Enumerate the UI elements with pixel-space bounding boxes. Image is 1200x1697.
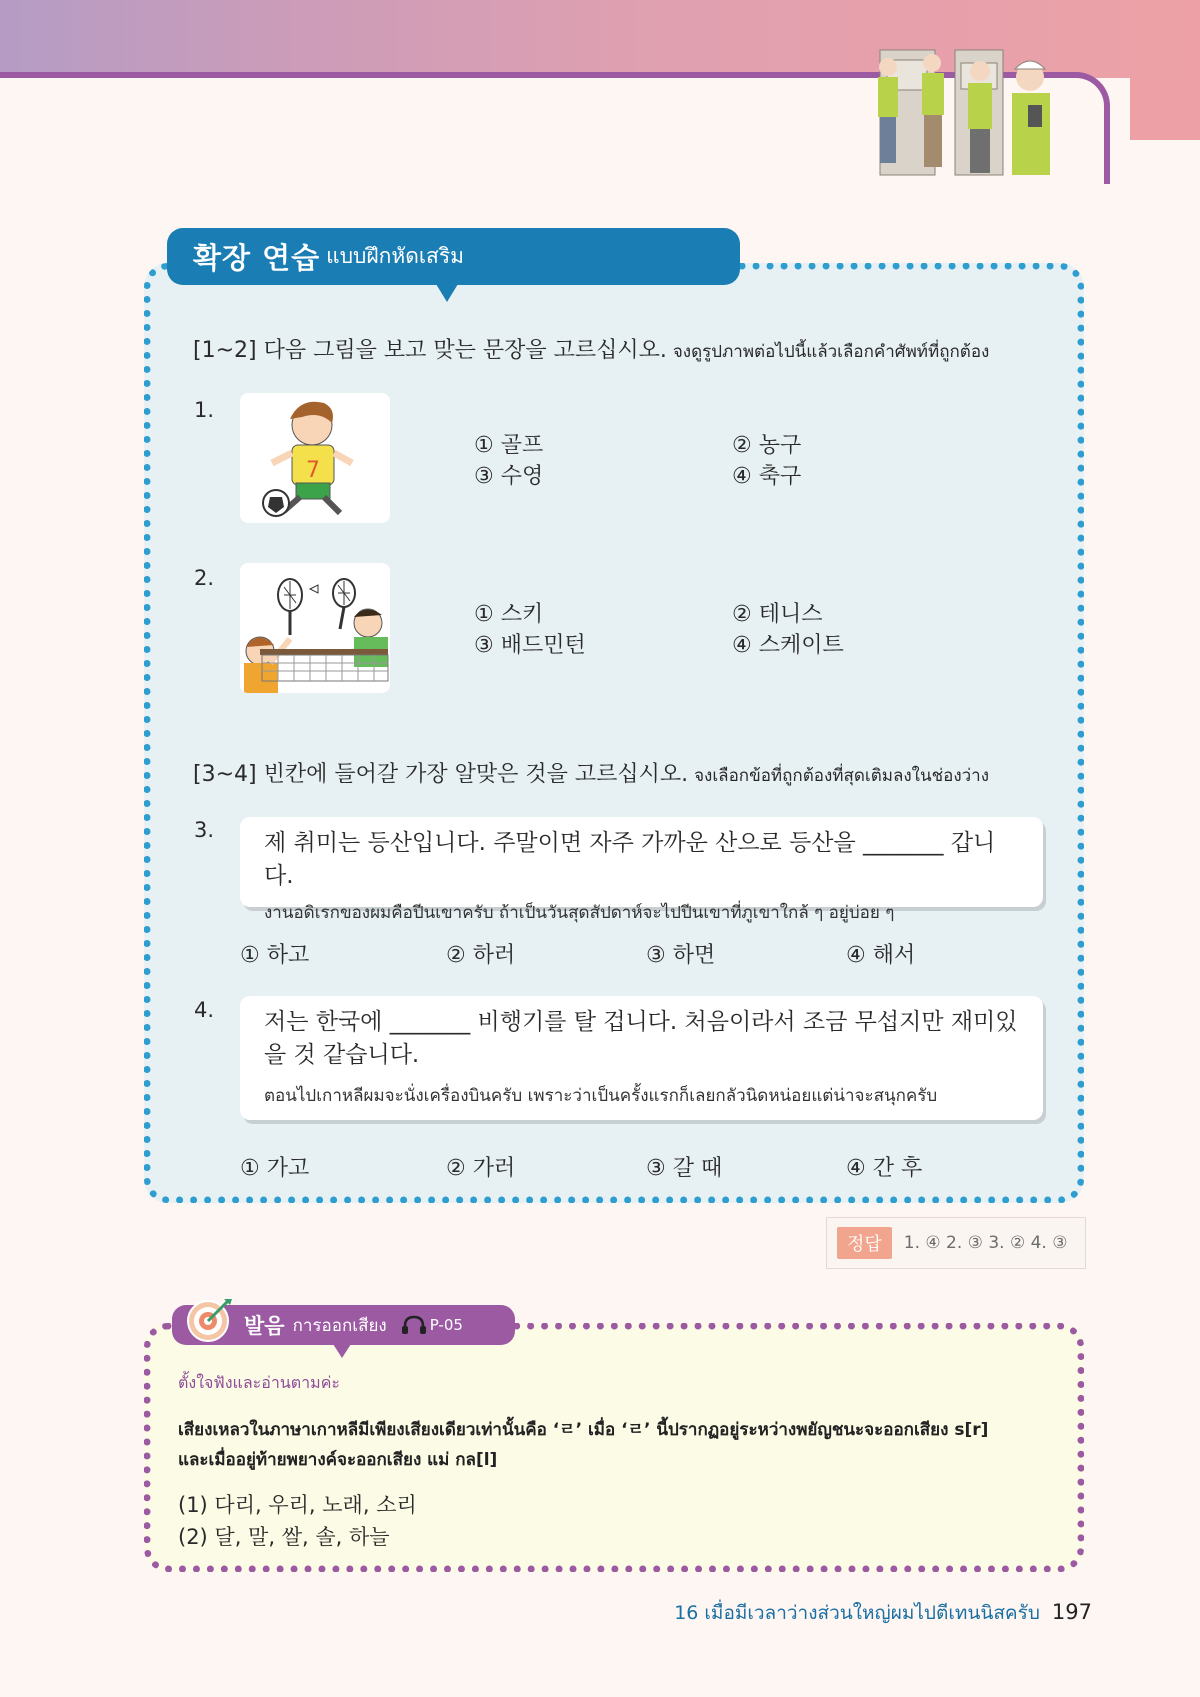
question-3-option-3[interactable]: ③ 하면 [646, 943, 716, 968]
svg-text:7: 7 [306, 458, 320, 483]
instruction-2-ko: [3~4] 빈칸에 들어갈 가장 알맞은 것을 고르십시오. [193, 762, 689, 787]
instruction-1-ko: [1~2] 다음 그림을 보고 맞는 문장을 고르십시오. [193, 338, 667, 363]
instruction-2 [193, 757, 989, 789]
pronunciation-title-th: การออกเสียง [292, 1315, 387, 1336]
target-icon [186, 1295, 234, 1343]
workers-at-machines-illustration [860, 45, 1060, 185]
page-number: 197 [1051, 1600, 1092, 1624]
question-4-option-3[interactable]: ③ 갈 때 [646, 1156, 723, 1181]
question-2-picture [240, 563, 390, 693]
pronunciation-lead: ตั้งใจฟังและอ่านตามค่ะ [178, 1373, 340, 1392]
badminton-players-illustration [240, 563, 390, 693]
question-1-option-1[interactable]: ① 골프 [474, 433, 544, 458]
question-1-picture [240, 393, 390, 523]
header-corner-fill [1130, 78, 1200, 140]
practice-section-tab [167, 228, 740, 285]
practice-tab-pointer [436, 284, 458, 302]
footer-chapter-title: 16 เมื่อมีเวลาว่างส่วนใหญ่ผมไปตีเทนนิสครับ [674, 1602, 1040, 1624]
question-1-option-3[interactable]: ③ 수영 [474, 464, 544, 489]
question-4-sentence-ko: 저는 한국에 _______ 비행기를 탈 겁니다. 처음이라서 조금 무섭지만 재미있을 것 같습니다. [264, 1009, 1018, 1068]
question-4-option-4[interactable]: ④ 간 후 [846, 1156, 923, 1181]
question-2-option-4[interactable]: ④ 스케이트 [732, 633, 844, 658]
question-2-option-3[interactable]: ③ 배드민턴 [474, 633, 586, 658]
question-4-option-1[interactable]: ① 가고 [240, 1156, 310, 1181]
practice-title-ko: 확장 연습 [193, 241, 321, 275]
question-4-number: 4. [194, 998, 215, 1022]
pronunciation-text-line-2: และเมื่ออยู่ท้ายพยางค์จะออกเสียง แม่ กล[l] [178, 1450, 498, 1470]
soccer-player-illustration [240, 393, 390, 523]
question-1-number: 1. [194, 398, 215, 422]
pronunciation-example-1: (1) 다리, 우리, 노래, 소리 [178, 1493, 417, 1517]
instruction-1 [193, 333, 989, 365]
question-3-sentence-th: งานอดิเรกของผมคือปีนเขาครับ ถ้าเป็นวันสุดสัปดาห์จะไปปีนเขาที่ภูเขาใกล้ ๆ อยู่บ่อย ๆ [264, 903, 895, 923]
question-4-sentence-card [240, 996, 1043, 1120]
pronunciation-title-ko: 발음 [244, 1314, 285, 1338]
question-4-sentence-th: ตอนไปเกาหลีผมจะนั่งเครื่องบินครับ เพราะว่าเป็นครั้งแรกก็เลยกลัวนิดหน่อยแต่น่าจะสนุกครับ [264, 1086, 938, 1106]
question-3-option-4[interactable]: ④ 해서 [846, 943, 916, 968]
page-footer [674, 1598, 1092, 1628]
question-3-option-2[interactable]: ② 하러 [446, 943, 516, 968]
pronunciation-tab-pointer [333, 1344, 351, 1358]
answer-key-box [826, 1217, 1086, 1269]
audio-reference[interactable] [401, 1315, 463, 1335]
instruction-2-th: จงเลือกข้อที่ถูกต้องที่สุดเติมลงในช่องว่าง [694, 766, 990, 786]
pronunciation-example-2: (2) 달, 말, 쌀, 솔, 하늘 [178, 1525, 390, 1549]
audio-reference-label: P-05 [429, 1316, 463, 1334]
question-1-option-4[interactable]: ④ 축구 [732, 464, 802, 489]
instruction-1-th: จงดูรูปภาพต่อไปนี้แล้วเลือกคำศัพท์ที่ถูกต้อง [672, 342, 990, 362]
question-3-sentence-card [240, 817, 1043, 923]
question-3-number: 3. [194, 818, 215, 842]
question-4-option-2[interactable]: ② 가러 [446, 1156, 516, 1181]
question-3-option-1[interactable]: ① 하고 [240, 943, 310, 968]
question-2-option-1[interactable]: ① 스키 [474, 602, 544, 627]
answer-label: 정답 [837, 1227, 892, 1259]
question-2-number: 2. [194, 566, 215, 590]
answer-text: 1. ④ 2. ③ 3. ② 4. ③ [903, 1233, 1068, 1253]
practice-title-th: แบบฝึกหัดเสริม [326, 244, 464, 268]
headphones-icon [401, 1315, 427, 1335]
question-1-option-2[interactable]: ② 농구 [732, 433, 802, 458]
question-3-sentence-ko: 제 취미는 등산입니다. 주말이면 자주 가까운 산으로 등산을 _______ 갑니다. [264, 830, 996, 889]
question-2-option-2[interactable]: ② 테니스 [732, 602, 823, 627]
pronunciation-text-line-1: เสียงเหลวในภาษาเกาหลีมีเพียงเสียงเดียวเท่านั้นคือ ‘ㄹ’ เมื่อ ‘ㄹ’ นี้ปรากฏอยู่ระหว่างพยัญชนะจะออกเสียง s[r] [178, 1420, 989, 1440]
